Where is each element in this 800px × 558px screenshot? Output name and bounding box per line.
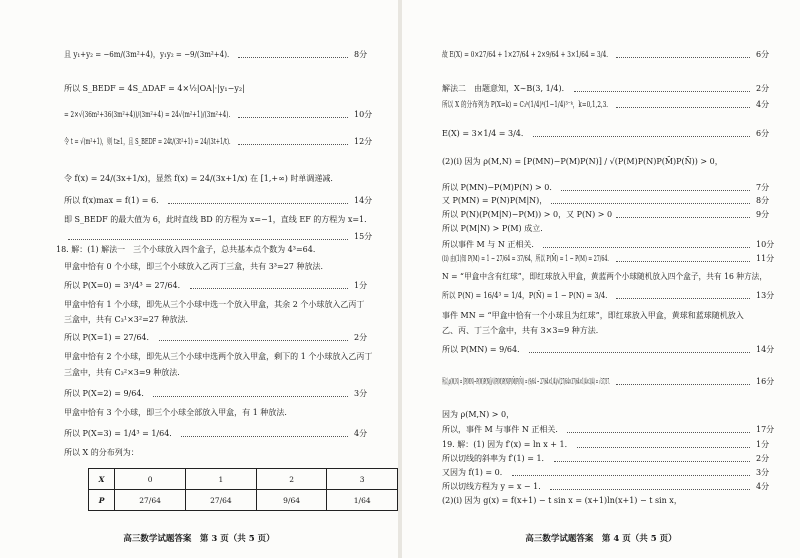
score-mark: 14分 (756, 345, 775, 354)
line-text: 甲盒中恰有 0 个小球，即三个小球放入乙丙丁三盒，共有 3³=27 种放法． (64, 262, 329, 271)
line-text: 所以切线方程为 y = x − 1． (442, 482, 547, 491)
line-text: 三盒中，共有 C₃¹×3²=27 种放法． (64, 315, 194, 324)
dot-leader (533, 130, 750, 137)
dot-leader (577, 441, 750, 448)
table-cell: X (89, 469, 115, 490)
page-footer: 高三数学试题答案 第 3 页（共 5 页） (123, 534, 275, 544)
line-text: (2)(i) 因为 g(x) = f(x+1) − t sin x = (x+1)ln(x+1) − t sin x， (442, 496, 682, 505)
dot-leader (529, 346, 750, 353)
score-mark: 8分 (756, 196, 770, 205)
score-mark: 16分 (756, 377, 775, 386)
score-mark: 4分 (354, 429, 368, 438)
dot-leader (159, 334, 349, 341)
line-text: 故 E(X) = 0×27/64 + 1×27/64 + 2×9/64 + 3×1/64 = 3/4． (442, 50, 612, 59)
left-page (0, 0, 398, 558)
line-text: 甲盒中恰有 1 个小球，即先从三个小球中选一个放入甲盒，其余 2 个小球放入乙丙丁 (64, 300, 365, 309)
right-page (402, 0, 800, 558)
table-cell: 9/64 (256, 490, 327, 511)
dot-leader (616, 378, 750, 385)
line-text: 令 t = √(m²+1)，则 t≥1，且 S_BEDF = 24t/(3t²+1) = 24/(3t+1/t)． (64, 137, 235, 146)
score-mark: 6分 (756, 129, 770, 138)
line-text: 所以 P(X=1) = 27/64． (64, 333, 155, 342)
line-text: 乙、丙、丁三个盒中，共有 3×3=9 种方法． (442, 326, 604, 335)
dot-leader (554, 455, 750, 462)
line-text: E(X) = 3×1/4 = 3/4． (442, 129, 529, 138)
table-cell: 1 (185, 469, 256, 490)
line-text: 18. 解：(1) 解法一 三个小球放入四个盒子，总共基本点个数为 4³=64． (56, 245, 321, 254)
line-text: 所以 X 的分布列为： (64, 448, 139, 457)
line-text: 即 S_BEDF 的最大值为 6，此时直线 BD 的方程为 x=−1，直线 EF 的方程为 x=1． (64, 215, 373, 224)
dot-leader (512, 469, 750, 476)
score-mark: 15分 (354, 232, 373, 241)
score-mark: 10分 (756, 240, 775, 249)
line-text: (ii) 由(1)知 P(M) = 1 − 27/64 = 37/64，所以 P(M̄) = 1 − P(M) = 27/64． (442, 254, 613, 263)
line-text: 所以 f(x)max = f(1) = 6． (64, 196, 165, 205)
line-text: (2)(i) 因为 ρ(M,N) = [P(MN)−P(M)P(N)] / √(P(M)P(N)P(M̄)P(N̄)) > 0， (442, 157, 723, 166)
score-mark: 3分 (354, 389, 368, 398)
score-mark: 9分 (756, 210, 770, 219)
dot-leader (561, 184, 750, 191)
dot-leader (616, 292, 750, 299)
line-text: 所以 P(M|N) > P(M) 成立． (442, 224, 549, 233)
score-mark: 3分 (756, 468, 770, 477)
line-text: 所以 P(X=3) = 1/4³ = 1/64． (64, 429, 178, 438)
line-text: 三盒中，共有 C₃²×3=9 种放法． (64, 368, 186, 377)
line-text: 事件 MN = “甲盒中恰有一个小球且为红球”，即红球放入甲盒，黄球和蓝球随机放入 (442, 311, 744, 320)
dot-leader (574, 85, 750, 92)
score-mark: 2分 (354, 333, 368, 342)
dot-leader (551, 197, 750, 204)
score-mark: 1分 (756, 440, 770, 449)
line-text: 又因为 f(1) = 0． (442, 468, 508, 477)
line-text: 且 y₁+y₂ = −6m/(3m²+4)，y₁y₂ = −9/(3m²+4)． (64, 50, 235, 59)
table-row (89, 469, 398, 490)
score-mark: 14分 (354, 196, 373, 205)
dot-leader (168, 197, 348, 204)
line-text: 所以 P(MN)−P(M)P(N) > 0． (442, 183, 558, 192)
line-text: 解法二 由题意知，X∼B(3, 1/4)． (442, 84, 570, 93)
line-text: 所以 S_BEDF = 4S_ΔDAF = 4×½|OA|·|y₁−y₂| (64, 84, 245, 93)
table-cell: 1/64 (327, 490, 398, 511)
table-cell: P (89, 490, 115, 511)
line-text: 因为 ρ(M,N) > 0， (442, 410, 515, 419)
score-mark: 6分 (756, 50, 770, 59)
page-footer: 高三数学试题答案 第 4 页（共 5 页） (525, 534, 677, 544)
line-text: 所以 P(X=0) = 3³/4³ = 27/64． (64, 281, 186, 290)
dot-leader (550, 483, 750, 490)
score-mark: 8分 (354, 50, 368, 59)
score-mark: 10分 (354, 110, 373, 119)
line-text: = 2×√(36m²+36(3m²+4))/(3m²+4) = 24√(m²+1)/(3m²+4)． (64, 110, 235, 119)
score-mark: 1分 (354, 281, 368, 290)
score-mark: 13分 (756, 291, 775, 300)
dot-leader (567, 426, 750, 433)
line-text: 所以 X 的分布列为 P(X=k) = C₃ᵏ(1/4)ᵏ(1−1/4)³⁻ᵏ，k=0,1,2,3． (442, 100, 612, 109)
dot-leader (543, 241, 750, 248)
table-cell: 3 (327, 469, 398, 490)
dot-leader (616, 255, 750, 262)
line-text: 令 f(x) = 24/(3x+1/x)，显然 f(x) = 24/(3x+1/x) 在 [1,+∞) 时单调递减． (64, 174, 339, 183)
score-mark: 17分 (756, 425, 775, 434)
score-mark: 2分 (756, 454, 770, 463)
line-text: 所以 P(N) = 16/4³ = 1/4，P(N̄) = 1 − P(N) = 3/4． (442, 291, 612, 300)
line-text: 甲盒中恰有 2 个小球，即先从三个小球中选两个放入甲盒，剩下的 1 个小球放入乙丙丁 (64, 352, 373, 361)
line-text: 甲盒中恰有 3 个小球，即三个小球全部放入甲盒，有 1 种放法． (64, 408, 293, 417)
dot-leader (68, 233, 348, 240)
table-cell: 0 (115, 469, 186, 490)
dot-leader (181, 430, 348, 437)
dot-leader (238, 138, 348, 145)
table-cell: 27/64 (115, 490, 186, 511)
line-text: 所以 ρ(M,N) = [P(MN)−P(M)P(N)]/√(P(M)P(N)P(M̄)P(N̄)) = (9/64 − 27/64×1/4)/√(27/64×37/64×1/4×3/4) = √37/37． (442, 377, 613, 386)
line-text: 所以 P(X=2) = 9/64． (64, 389, 150, 398)
dot-leader (153, 390, 348, 397)
score-mark: 7分 (756, 183, 770, 192)
dot-leader (238, 51, 348, 58)
dot-leader (616, 51, 750, 58)
line-text: 所以事件 M 与 N 正相关． (442, 240, 540, 249)
score-mark: 2分 (756, 84, 770, 93)
dot-leader (616, 101, 750, 108)
line-text: 所以切线的斜率为 f′(1) = 1． (442, 454, 550, 463)
line-text: 又 P(MN) = P(N)P(M|N)， (442, 196, 548, 205)
line-text: 19. 解：(1) 因为 f′(x) = ln x + 1． (442, 440, 573, 449)
score-mark: 4分 (756, 482, 770, 491)
dot-leader (190, 282, 348, 289)
line-text: 所以，事件 M 与事件 N 正相关． (442, 425, 564, 434)
score-mark: 12分 (354, 137, 373, 146)
table-row (89, 490, 398, 511)
distribution-table (88, 468, 398, 511)
score-mark: 11分 (756, 254, 775, 263)
table-cell: 27/64 (185, 490, 256, 511)
score-mark: 4分 (756, 100, 770, 109)
dot-leader (616, 211, 750, 218)
dot-leader (238, 111, 348, 118)
line-text: 所以 P(MN) = 9/64． (442, 345, 526, 354)
table-cell: 2 (256, 469, 327, 490)
line-text: N = “甲盒中含有红球”，即红球放入甲盒，黄蓝两个小球随机放入四个盒子，共有 16 种方法， (442, 272, 768, 281)
line-text: 所以 P(N)(P(M|N)−P(M)) > 0，又 P(N) > 0 (442, 210, 613, 219)
